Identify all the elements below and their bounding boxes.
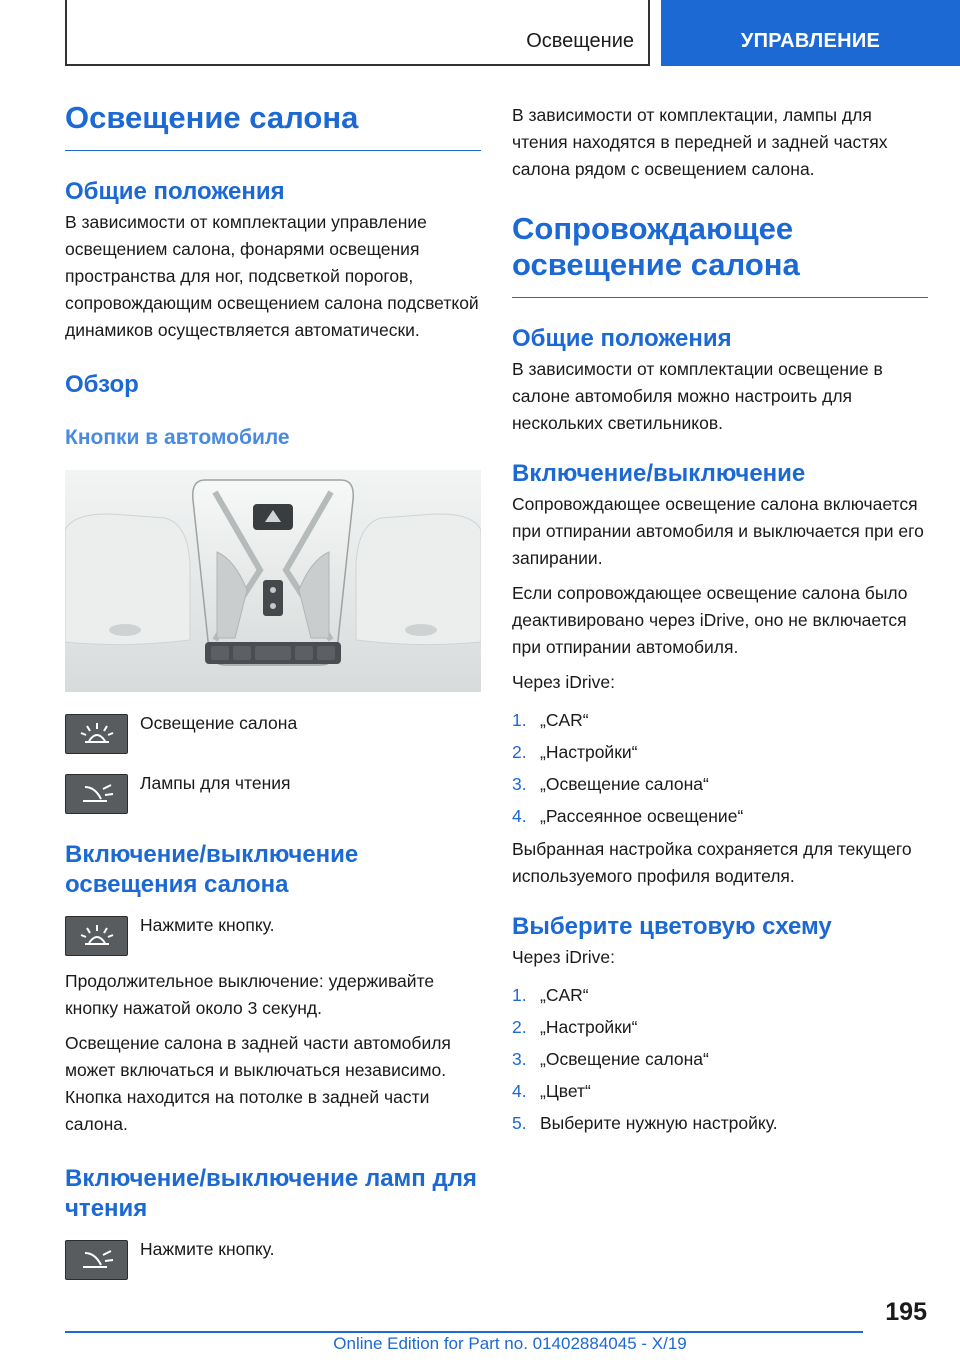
legend-item-reading-light xyxy=(65,774,481,814)
reading-heading: Включение/выключение ламп для чтения xyxy=(65,1165,477,1222)
color-via: Через iDrive: xyxy=(512,947,615,967)
page-title: Освещение салона xyxy=(65,100,481,151)
ambient-title: Сопровождающее освещение салона xyxy=(512,211,928,298)
color-heading: Выберите цветовую схему xyxy=(512,913,832,940)
list-item: 1. „CAR“ xyxy=(512,710,589,730)
section-title: Освещение xyxy=(526,30,634,52)
list-item: 3. „Освещение салона“ xyxy=(512,774,709,794)
roof-console-photo xyxy=(65,470,481,692)
roof-console-illustration xyxy=(65,470,481,692)
general-text: В зависимости от комплектации управление освещением салона, фонарями освещения пространства для ног, подсветкой порогов, сопровождающим освещением салона подсветкой динамиков осуществляется автоматически. xyxy=(65,212,479,340)
list-item: 2. „Настройки“ xyxy=(512,1017,638,1037)
list-item: 1. „CAR“ xyxy=(512,985,589,1005)
onoff-text-3: Выбранная настройка сохраняется для текущего используемого профиля водителя. xyxy=(512,839,912,886)
chapter-title: УПРАВЛЕНИЕ xyxy=(740,30,881,52)
onoff-text-2: Если сопровождающее освещение салона было деактивировано через iDrive, оно не включается при отпирании автомобиля. xyxy=(512,583,908,657)
page-number: 195 xyxy=(885,1298,927,1326)
right-column xyxy=(512,100,928,1139)
overview-heading: Обзор xyxy=(65,371,139,398)
footer-divider xyxy=(65,1331,863,1333)
reading-light-icon xyxy=(65,1240,128,1280)
general-heading: Общие положения xyxy=(65,178,285,205)
edition-footer: Online Edition for Part no. 01402884045 - X/19 xyxy=(333,1334,687,1353)
switch-action: Нажмите кнопку. xyxy=(140,915,275,935)
legend-label: Освещение салона xyxy=(140,713,298,733)
legend-item-interior-light xyxy=(65,714,481,754)
switch-text-2: Освещение салона в задней части автомобиля может включаться и выключаться независимо. Кнопка находится на потолке в задней части салона. xyxy=(65,1033,451,1134)
switch-text-1: Продолжительное выключение: удерживайте кнопку нажатой около 3 секунд. xyxy=(65,971,435,1018)
switch-heading: Включение/выключение освещения салона xyxy=(65,841,359,898)
ambient-general-heading: Общие положения xyxy=(512,325,732,352)
chapter-tab xyxy=(661,0,960,66)
interior-light-icon xyxy=(65,714,128,754)
legend-label: Лампы для чтения xyxy=(140,773,291,793)
reading-action: Нажмите кнопку. xyxy=(140,1239,275,1259)
list-item: 2. „Настройки“ xyxy=(512,742,638,762)
reading-lamps-intro: В зависимости от комплектации, лампы для чтения находятся в передней и задней частях салона рядом с освещением салона. xyxy=(512,105,888,179)
onoff-steps xyxy=(512,704,928,832)
interior-light-icon xyxy=(65,916,128,956)
onoff-heading: Включение/выключение xyxy=(512,460,806,487)
switch-action-row xyxy=(65,916,481,956)
reading-light-icon xyxy=(65,774,128,814)
left-column xyxy=(65,100,481,1280)
list-item: 4. „Цвет“ xyxy=(512,1081,591,1101)
list-item: 5. Выберите нужную настройку. xyxy=(512,1113,778,1133)
section-tab xyxy=(65,0,650,66)
list-item: 4. „Рассеянное освещение“ xyxy=(512,806,744,826)
onoff-text-1: Сопровождающее освещение салона включается при отпирании автомобиля и выключается при его запирании. xyxy=(512,494,924,568)
color-steps xyxy=(512,979,928,1139)
ambient-general-text: В зависимости от комплектации освещение в салоне автомобиля можно настроить для нескольких светильников. xyxy=(512,359,883,433)
reading-action-row xyxy=(65,1240,481,1280)
onoff-via: Через iDrive: xyxy=(512,672,615,692)
page-header xyxy=(0,0,960,66)
list-item: 3. „Освещение салона“ xyxy=(512,1049,709,1069)
buttons-subheading: Кнопки в автомобиле xyxy=(65,426,290,449)
